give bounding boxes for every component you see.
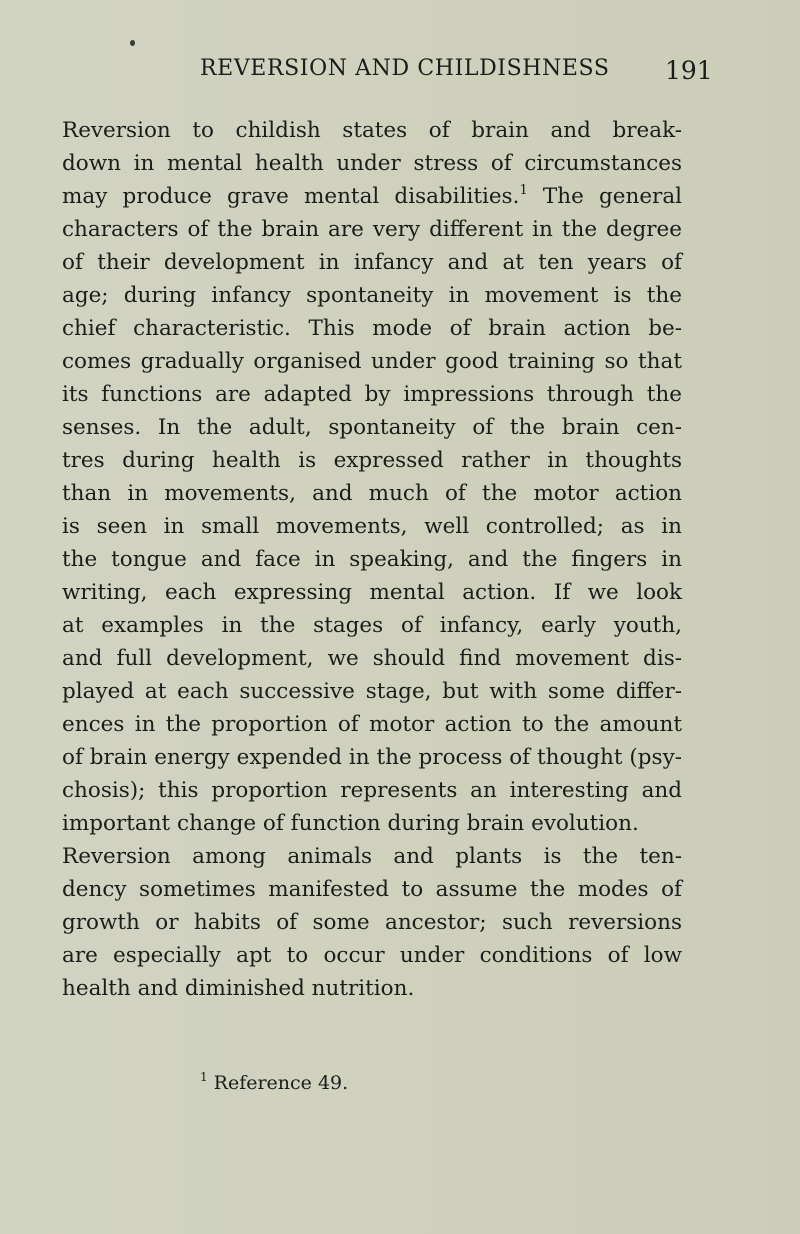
ink-speck [130,40,135,46]
text-line-start: may produce grave mental disabilities. [62,184,520,209]
footnote-text: Reference 49. [213,1072,349,1094]
text-line: age; during infancy spontaneity in movement is the [62,283,682,308]
page-number: 191 [665,56,713,85]
text-line: than in movements, and much of the motor action [62,481,682,506]
footnote-number: 1 [200,1070,208,1084]
text-line: growth or habits of some ancestor; such reversions [62,910,682,935]
text-line: is seen in small movements, well controlled; as in [62,514,682,539]
text-line: ences in the proportion of motor action to the amount [62,712,682,737]
text-line [62,840,682,873]
text-line-with-footnote [62,180,682,213]
text-line: played at each successive stage, but with some differ- [62,679,682,704]
text-line: down in mental health under stress of circumstances [62,151,682,176]
paragraph-start: Reversion among animals and plants is the ten- [62,844,682,869]
text-line-end: The general [527,184,683,209]
footnote [200,1070,348,1094]
text-line: characters of the brain are very different in the degree [62,217,682,242]
text-line: of their development in infancy and at ten years of [62,250,682,275]
text-line: dency sometimes manifested to assume the modes of [62,877,682,902]
text-line: chosis); this proportion represents an interesting and [62,778,682,803]
text-line: important change of function during brain evolution. [62,811,639,836]
body-text [62,114,682,1005]
text-line: the tongue and face in speaking, and the fingers in [62,547,682,572]
running-head: REVERSION AND CHILDISHNESS [200,56,610,81]
text-line: health and diminished nutrition. [62,976,415,1001]
text-line: at examples in the stages of infancy, early youth, [62,613,682,638]
text-line: chief characteristic. This mode of brain action be- [62,316,682,341]
text-line: comes gradually organised under good training so that [62,349,682,374]
text-line: of brain energy expended in the process of thought (psy- [62,745,682,770]
text-line: tres during health is expressed rather in thoughts [62,448,682,473]
text-line: its functions are adapted by impressions through the [62,382,682,407]
text-line: and full development, we should find movement dis- [62,646,682,671]
footnote-marker: 1 [519,183,528,198]
text-line: senses. In the adult, spontaneity of the brain cen- [62,415,682,440]
text-line: Reversion to childish states of brain and break- [62,118,682,143]
text-line: are especially apt to occur under conditions of low [62,943,682,968]
text-line: writing, each expressing mental action. If we look [62,580,682,605]
